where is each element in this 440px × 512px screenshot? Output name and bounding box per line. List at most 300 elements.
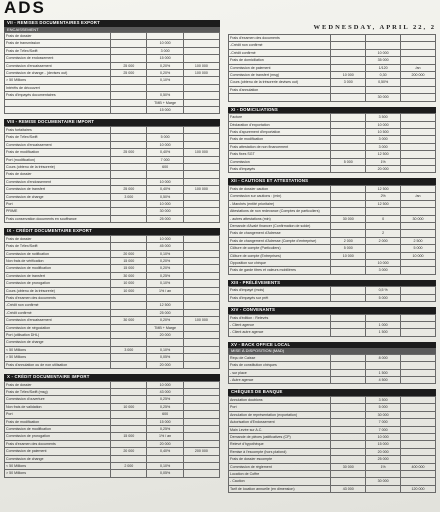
fee-value [147,455,183,462]
fee-value [401,419,436,426]
fee-label: Port (utilisation DHL) [5,332,111,339]
fee-label: Tarif de location annuelle (en dimension) [229,485,331,492]
fee-label: Intérêts de découvert [5,84,111,91]
fee-value [401,411,436,418]
fee-label: Commission de transfert [5,272,111,279]
fee-row [229,267,436,274]
fee-value [331,143,366,150]
fee-section [228,178,436,274]
fee-value [183,470,219,477]
fee-value: 1 500 [366,329,401,336]
fee-row [229,404,436,411]
fee-label: Frais de dossier [5,33,111,40]
fee-value [111,235,147,242]
fee-value [401,404,436,411]
fee-value [366,35,401,42]
fee-value [111,126,147,133]
fee-value [401,396,436,403]
fee-value [331,441,366,448]
fee-label: Frais de dossier [5,381,111,388]
fee-value: 120 000 [401,485,436,492]
fee-label: Commission de change [5,339,111,346]
fee-value: 10 500 [366,128,401,135]
fee-label: Commission de paiement [229,64,331,71]
fee-row [5,84,220,91]
fee-row [229,193,436,200]
fee-value [401,354,436,361]
fee-value [183,354,219,361]
fee-value [183,235,219,242]
fee-value: 12 500 [366,200,401,207]
fee-value: 4 500 [366,377,401,384]
fee-value [401,426,436,433]
fee-label: Commission de change [5,193,111,200]
fee-label: Opposition sur chèque [229,259,331,266]
fee-section [228,107,436,174]
fee-value: 20 000 [147,440,183,447]
fee-row [5,433,220,440]
fee-value [401,42,436,49]
fee-value [401,200,436,207]
fee-label: PRIME [5,208,111,215]
fee-label: Frais de dossier [5,235,111,242]
fee-value [331,42,366,49]
fee-label: Frais d'examen des documents [229,35,331,42]
fee-label: Frais de constitution chèques [229,362,331,369]
fee-value: 5 000 [366,294,401,301]
fee-label: Cours (obtenu de la trésorerie) [5,164,111,171]
fee-value: 30 000 [111,272,147,279]
fee-value: 10 000 [147,235,183,242]
fee-label: -Crédit non confirmé [229,42,331,49]
document-date: WEDNESDAY, APRIL 22, 2 [313,24,436,31]
fee-value: 2 [366,230,401,237]
fee-value: 35 000 [366,57,401,64]
section-title: CHÈQUES DE BANQUE [228,389,436,396]
fee-value [331,151,366,158]
fee-value: 2 500 [401,237,436,244]
fee-value [331,222,366,229]
fee-value [183,381,219,388]
fee-table [228,396,436,493]
fee-row [5,346,220,353]
fee-value [401,143,436,150]
fee-value [331,114,366,121]
fee-value: 3 500 [366,114,401,121]
fee-value [111,388,147,395]
fee-row [5,156,220,163]
fee-label: Frais de modification [5,149,111,156]
fee-value [183,243,219,250]
fee-value [183,156,219,163]
fee-label: Autorisation d'Endossement [229,419,331,426]
fee-row [5,235,220,242]
fee-row [5,250,220,257]
fee-value [111,440,147,447]
fee-value [331,230,366,237]
fee-label: Commission d'encaissement [5,141,111,148]
fee-row [229,57,436,64]
fee-value [331,369,366,376]
fee-label: Annulation doublons [229,396,331,403]
fee-row [229,485,436,492]
fee-value: 600 [147,411,183,418]
fee-value [147,295,183,302]
fee-label: Commission de prorogation [5,433,111,440]
fee-row [5,134,220,141]
fee-value [183,287,219,294]
fee-table [228,34,436,102]
fee-value [331,185,366,192]
fee-value [183,55,219,62]
fee-value [111,302,147,309]
fee-value [331,35,366,42]
fee-value [401,329,436,336]
fee-value: 3 000 [366,136,401,143]
fee-value [111,418,147,425]
fee-row [229,329,436,336]
fee-value [401,114,436,121]
fee-row [5,272,220,279]
fee-label: Commission sur cautions : (min) [229,193,331,200]
fee-value: 25 000 [111,149,147,156]
fee-value [183,324,219,331]
fee-value [183,178,219,185]
fee-label: Main Levée sur A.C. [229,426,331,433]
fee-value [331,456,366,463]
fee-label: Frais d'examen des documents [5,440,111,447]
fee-label: Reçu de Caisse [229,354,331,361]
fee-value [401,287,436,294]
fee-label: Commission de règlement [229,463,331,470]
fee-row [5,388,220,395]
fee-value [331,259,366,266]
fee-label: Frais d'impayés [229,166,331,173]
fee-label: Frais de dossier [5,171,111,178]
fee-value: 10 000 [147,141,183,148]
fee-row [229,136,436,143]
fee-value: /an [401,193,436,200]
fee-value [183,346,219,353]
fee-row [5,215,220,222]
fee-label: Port (modification) [5,156,111,163]
fee-value: 45 000 [147,243,183,250]
fee-label: Annulation de représentation (exportation) [229,411,331,418]
fee-value: 25 000 [111,186,147,193]
fee-value: TMB + Marge [147,324,183,331]
fee-table [4,381,220,478]
fee-row [229,456,436,463]
fee-value [111,208,147,215]
fee-value [401,151,436,158]
fee-value: 10 000 [366,121,401,128]
fee-table [4,235,220,369]
fee-value: 8 000 [366,354,401,361]
fee-value: 15 000 [111,257,147,264]
fee-row [229,463,436,470]
fee-value: 3 000 [111,346,147,353]
fee-label: > 50 Millions [5,77,111,84]
fee-row [229,166,436,173]
fee-row [229,322,436,329]
fee-row [5,178,220,185]
fee-row [5,164,220,171]
fee-value: 10 000 [366,49,401,56]
fee-value [331,433,366,440]
fee-value: 43 000 [331,485,366,492]
fee-value [147,339,183,346]
fee-label [5,99,111,106]
fee-value [183,215,219,222]
fee-value: 30 000 [401,215,436,222]
fee-value [366,362,401,369]
fee-value [401,57,436,64]
fee-row [5,92,220,99]
fee-value [366,222,401,229]
fee-value: 0,50% [147,193,183,200]
fee-value [183,171,219,178]
fee-row [5,47,220,54]
fee-value [111,215,147,222]
fee-value [111,156,147,163]
fee-value [366,42,401,49]
fee-value [331,471,366,478]
fee-value [401,267,436,274]
fee-value: 0,25% [147,396,183,403]
fee-value: 100 000 [183,317,219,324]
fee-label: Commission de change [5,455,111,462]
fee-value [401,448,436,455]
fee-value: 1% / an [147,287,183,294]
fee-value [331,404,366,411]
fee-row [229,433,436,440]
fee-label: Frais d'annulation ou de non utilisation [5,361,111,368]
fee-label: Frais de garde titres et valeurs mobilières [229,267,331,274]
fee-row [5,201,220,208]
fee-value [183,295,219,302]
fee-value [147,84,183,91]
fee-value [401,369,436,376]
right-column [228,34,436,498]
fee-label: > 50 Millions [5,470,111,477]
fee-row [229,222,436,229]
fee-value [183,201,219,208]
section-title: XV - BACK OFFICE LOCAL [228,342,436,349]
fee-label: Frais de transmission [5,40,111,47]
fee-value [183,411,219,418]
fee-row [229,396,436,403]
fee-value [331,478,366,485]
fee-value: 0,20% [147,70,183,77]
fee-value: 10 000 [147,40,183,47]
fee-label: Frais fixes SGT [229,151,331,158]
fee-value: 7 000 [366,426,401,433]
fee-label: Port [5,201,111,208]
fee-value [331,94,366,101]
fee-value [111,381,147,388]
fee-value [331,287,366,294]
fee-value [331,86,366,93]
fee-value [183,272,219,279]
fee-table [228,314,436,337]
fee-value: 5 000 [401,245,436,252]
fee-value: 30 000 [331,463,366,470]
fee-label: Cours (obtenu de la trésorerie) [5,287,111,294]
fee-row [5,295,220,302]
fee-value [111,354,147,361]
fee-value [401,128,436,135]
fee-value: 10 000 [147,201,183,208]
fee-value [401,314,436,321]
fee-value [183,84,219,91]
fee-label: Commission de endossement [5,55,111,62]
fee-label: Port [5,411,111,418]
fee-row [5,381,220,388]
fee-value: 25 000 [111,70,147,77]
fee-value: 2 000 [366,237,401,244]
fee-value [183,463,219,470]
fee-value: 0,5 % [366,287,401,294]
fee-label: Commission de négociation [5,324,111,331]
fee-row [229,294,436,301]
fee-value [183,107,219,114]
fee-value: 5 000 [331,245,366,252]
fee-value [183,193,219,200]
fee-value: 25 000 [111,62,147,69]
fee-value [401,456,436,463]
fee-row [229,72,436,79]
fee-value [111,396,147,403]
fee-label: Commission de modification [5,426,111,433]
fee-table [228,286,436,302]
fee-value: 0,10% [147,463,183,470]
fee-section [228,34,436,102]
fee-value [183,332,219,339]
fee-row [5,208,220,215]
fee-row [229,441,436,448]
fee-value [331,396,366,403]
section-subtitle: ENCAISSEMENT [4,27,220,33]
fee-value: 7 000 [147,156,183,163]
fee-value [331,267,366,274]
fee-table [4,32,220,114]
fee-row [229,79,436,86]
fee-value [331,49,366,56]
fee-value [331,377,366,384]
fee-value: 30 000 [331,215,366,222]
fee-value [111,411,147,418]
fee-value [147,33,183,40]
section-title: IX - CRÉDIT DOCUMENTAIRE EXPORT [4,228,220,235]
fee-row [5,243,220,250]
fee-value: 100 000 [183,186,219,193]
fee-value: 30 000 [366,94,401,101]
fee-value [401,362,436,369]
fee-value [111,455,147,462]
fee-value [111,40,147,47]
fee-value [111,33,147,40]
fee-row [5,339,220,346]
fee-value: 43 000 [147,388,183,395]
fee-row [5,317,220,324]
fee-value: 20 000 [111,448,147,455]
fee-value: 0,10% [147,346,183,353]
fee-label: Facture [229,114,331,121]
fee-value: 3 000 [366,143,401,150]
fee-value: 20 000 [147,332,183,339]
fee-value [111,324,147,331]
fee-value [366,485,401,492]
fee-value: 2 000 [111,463,147,470]
fee-row [229,114,436,121]
fee-value [111,141,147,148]
fee-value [401,166,436,173]
fee-row [229,86,436,93]
fee-value: 0,20% [147,257,183,264]
fee-value [331,329,366,336]
fee-value [183,208,219,215]
fee-label: Déclaration d'exportation [229,121,331,128]
fee-row [229,208,436,215]
fee-section [4,228,220,369]
fee-value [183,280,219,287]
fee-value: 2% [366,193,401,200]
fee-row [229,362,436,369]
fee-label: Commission de transfert (msg) [229,72,331,79]
fee-value: 25 000 [366,456,401,463]
fee-value [331,121,366,128]
fee-row [229,49,436,56]
fee-value: 25 000 [147,309,183,316]
fee-row [229,252,436,259]
fee-label: Frais attestation de non financement [229,143,331,150]
fee-value [111,171,147,178]
fee-label: Commission de transfert [5,186,111,193]
fee-value [183,250,219,257]
fee-value: 15 000 [147,418,183,425]
fee-value [401,35,436,42]
fee-value [183,126,219,133]
fee-value [401,94,436,101]
fee-value: 10 000 [147,178,183,185]
fee-value: 10 000 [366,259,401,266]
fee-row [5,354,220,361]
fee-value [183,99,219,106]
fee-value [183,388,219,395]
fee-row [229,426,436,433]
fee-row [5,55,220,62]
fee-label: - autres attestations (min) [229,215,331,222]
fee-label: Remise à l'escompte (hors plafond) [229,448,331,455]
fee-value [111,55,147,62]
fee-value [401,222,436,229]
section-title: XIV - CONVENANTS [228,307,436,314]
fee-label: Frais de Télex/Swift [5,243,111,250]
fee-label: Non frais de validation [5,403,111,410]
fee-label: Frais d'examen des documents [5,295,111,302]
fee-value [183,455,219,462]
fee-row [5,33,220,40]
fee-value: 30 000 [366,411,401,418]
fee-row [5,448,220,455]
fee-value: 0,10% [147,280,183,287]
fee-label: - Caution [229,478,331,485]
fee-table [228,113,436,173]
fee-value [111,84,147,91]
fee-value [366,245,401,252]
fee-value: 200 000 [401,72,436,79]
fee-row [229,128,436,135]
